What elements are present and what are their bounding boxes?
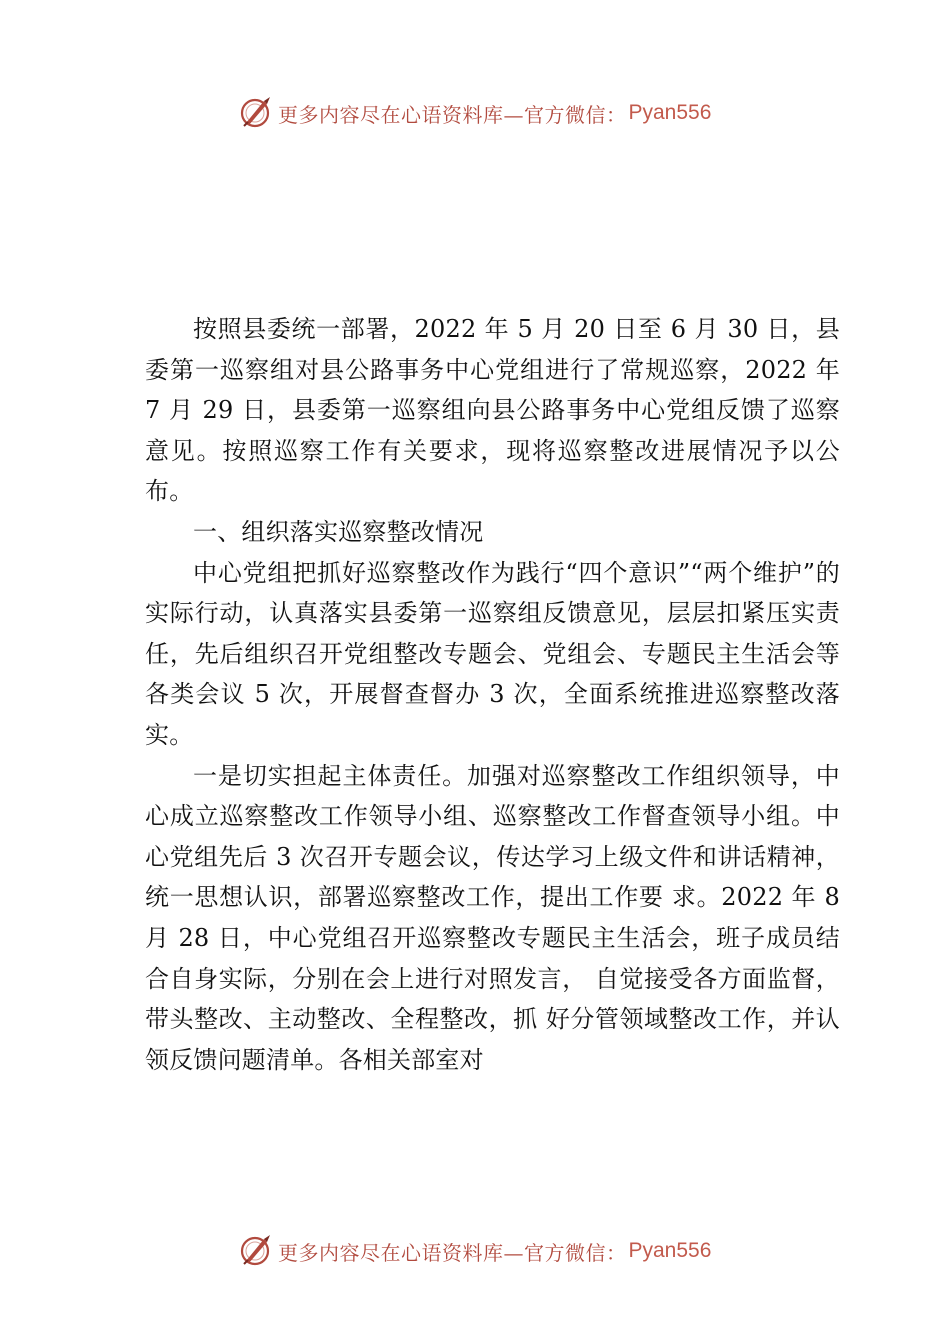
paragraph-overview: 中心党组把抓好巡察整改作为践行“四个意识”“两个维护”的实际行动，认真落实县委第一巡察组反馈意见，层层扣紧压实责任，先后组织召开党组整改专题会、党组会、专题民主生活会等各类会议 5 次，开展督查督办 3 次，全面系统推进巡察整改落实。	[145, 558, 840, 749]
header-banner	[238, 93, 711, 133]
paragraph-responsibility: 一是切实担起主体责任。加强对巡察整改工作组织领导，中心成立巡察整改工作领导小组、巡察整改工作督查领导小组。中心党组先后 3 次召开专题会议，传达学习上级文件和讲话精神，统一思想认识，部署巡察整改工作，提出工作要 求。2022 年 8 月 28 日，中心党组召开巡察整改专题民主生活会，班子成员结合自身实际，分别在会上进行对照发言， 自觉接受各方面监督，带头整改、主动整改、全程整改，抓 好分管领域整改工作，并认领反馈问题清单。各相关部室对	[145, 761, 840, 1074]
wechat-id: Pyan556	[628, 1239, 712, 1262]
wechat-id: Pyan556	[628, 101, 712, 124]
footer-banner	[238, 1231, 711, 1271]
quill-pen-logo-icon	[238, 1233, 274, 1269]
quill-pen-logo-icon	[238, 95, 274, 131]
banner-text: 更多内容尽在心语资料库—官方微信：	[278, 1240, 627, 1265]
section-heading: 一、组织落实巡察整改情况	[193, 517, 484, 546]
paragraph-intro: 按照县委统一部署，2022 年 5 月 20 日至 6 月 30 日，县委第一巡察组对县公路事务中心党组进行了常规巡察，2022 年 7 月 29 日，县委第一巡察组向县公路事务中心党组反馈了巡察意见。按照巡察工作有关要求，现将巡察整改进展情况予以公布。	[145, 315, 840, 506]
banner-text: 更多内容尽在心语资料库—官方微信：	[278, 102, 627, 127]
document-body	[145, 309, 840, 1080]
